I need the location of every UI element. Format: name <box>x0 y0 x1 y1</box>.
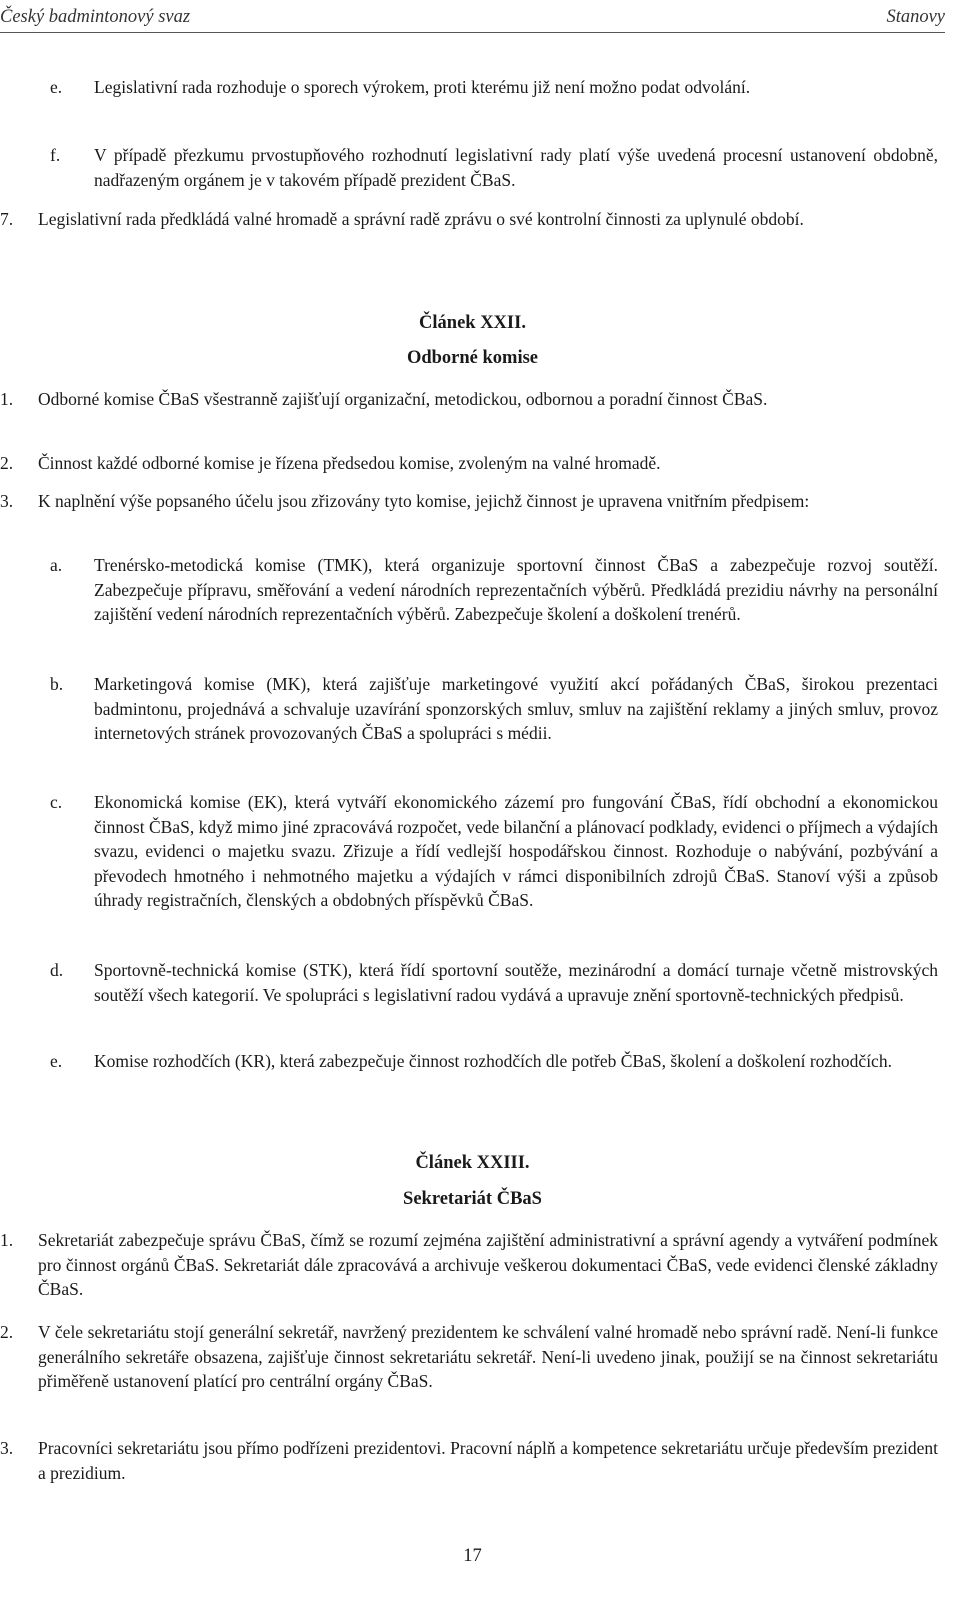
article-22-subtitle: Odborné komise <box>406 348 539 368</box>
article-22-item-1: Odborné komise ČBaS všestranně zajišťují organizační, metodickou, odbornou a poradní činnost ČBaS. <box>38 389 768 409</box>
header-document-title: Stanovy <box>886 7 945 27</box>
article-23-item-3: Pracovníci sekretariátu jsou přímo podřízeni prezidentovi. Pracovní náplň a kompetence sekretariátu určuje především prezident a prezidium. <box>38 1438 938 1483</box>
list-marker-f: f. <box>50 145 61 165</box>
commission-item-e: Komise rozhodčích (KR), která zabezpečuje činnost rozhodčích dle potřeb ČBaS, školení a doškolení rozhodčích. <box>94 1051 892 1071</box>
article-22-marker-2: 2. <box>0 453 14 473</box>
commission-item-d: Sportovně-technická komise (STK), která řídí sportovní soutěže, mezinárodní a domácí turnaje včetně mistrovských soutěží všech kategorií. Ve spolupráci s legislativní radou vydává a upravuje znění sportovně-technických předpisů. <box>94 960 938 1005</box>
article-22-marker-1: 1. <box>0 389 14 409</box>
header-organization: Český badmintonový svaz <box>0 7 191 27</box>
page-number: 17 <box>463 1546 482 1566</box>
article-22-marker-3: 3. <box>0 491 14 511</box>
commission-item-a: Trenérsko-metodická komise (TMK), která organizuje sportovní činnost ČBaS a zabezpečuje rozvoj soutěží. Zabezpečuje přípravu, směřování a vedení národních reprezentačních výběrů. Předkládá prezidiu návrhy na personální zajištění vedení národních reprezentačních výběrů. Zabezpečuje školení a doškolení trenérů. <box>94 555 938 624</box>
article-23-subtitle: Sekretariát ČBaS <box>403 1189 542 1209</box>
page-header <box>0 2 945 32</box>
commission-marker-c: c. <box>50 792 63 812</box>
article-23-marker-2: 2. <box>0 1322 14 1342</box>
article-23-marker-3: 3. <box>0 1438 14 1458</box>
commission-marker-a: a. <box>50 555 63 575</box>
commission-marker-e: e. <box>50 1051 63 1071</box>
list-marker-e: e. <box>50 77 63 97</box>
article-22-item-3: K naplnění výše popsaného účelu jsou zřizovány tyto komise, jejichž činnost je upravena vnitřním předpisem: <box>38 491 810 511</box>
list-item-e: Legislativní rada rozhoduje o sporech výrokem, proti kterému již není možno podat odvolání. <box>94 77 751 97</box>
commission-marker-d: d. <box>50 960 64 980</box>
header-rule <box>0 32 945 33</box>
list-item-7: Legislativní rada předkládá valné hromadě a správní radě zprávu o své kontrolní činnosti za uplynulé období. <box>38 209 804 229</box>
article-23-item-2: V čele sekretariátu stojí generální sekretář, navržený prezidentem ke schválení valné hromadě nebo správní radě. Není-li funkce generálního sekretáře obsazena, zajišťuje činnost sekretariátu sekretář. Není-li uvedeno jinak, použijí se na činnost sekretariátu přiměřeně ustanovení platící pro centrální orgány ČBaS. <box>38 1322 938 1391</box>
list-item-f: V případě přezkumu prvostupňového rozhodnutí legislativní rady platí výše uvedená procesní ustanovení obdobně, nadřazeným orgánem je v takovém případě prezident ČBaS. <box>94 145 938 190</box>
commission-marker-b: b. <box>50 674 64 694</box>
article-23-marker-1: 1. <box>0 1230 14 1250</box>
article-22-title: Článek XXII. <box>419 313 526 333</box>
commission-item-b: Marketingová komise (MK), která zajišťuje marketingové využití akcí pořádaných ČBaS, širokou prezentaci badmintonu, projednává a schvaluje uzavírání sponzorských smluv, smluv na zajištění reklamy a jiných smluv, provoz internetových stránek provozovaných ČBaS a spolupráci s médii. <box>94 674 938 743</box>
article-23-item-1: Sekretariát zabezpečuje správu ČBaS, čímž se rozumí zejména zajištění administrativní a správní agendy a vytváření podmínek pro činnost orgánů ČBaS. Sekretariát dále zpracovává a archivuje veškerou dokumentaci ČBaS, vede evidenci členské základny ČBaS. <box>38 1230 938 1299</box>
article-23-title: Článek XXIII. <box>415 1153 530 1173</box>
list-marker-7: 7. <box>0 209 14 229</box>
article-22-item-2: Činnost každé odborné komise je řízena předsedou komise, zvoleným na valné hromadě. <box>38 453 661 473</box>
commission-item-c: Ekonomická komise (EK), která vytváří ekonomického zázemí pro fungování ČBaS, řídí obchodní a ekonomickou činnost ČBaS, když mimo jiné zpracovává rozpočet, vede bilanční a plánovací podklady, evidenci o příjmech a výdajích svazu, evidenci o majetku svazu. Zřizuje a řídí vedlejší hospodářskou činnost. Rozhoduje o nabývání, pozbývání a převodech hmotného i nehmotného majetku a výdajích v rámci disponibilních zdrojů ČBaS. Stanoví výši a způsob úhrady registračních, členských a obdobných příspěvků ČBaS. <box>94 792 938 910</box>
